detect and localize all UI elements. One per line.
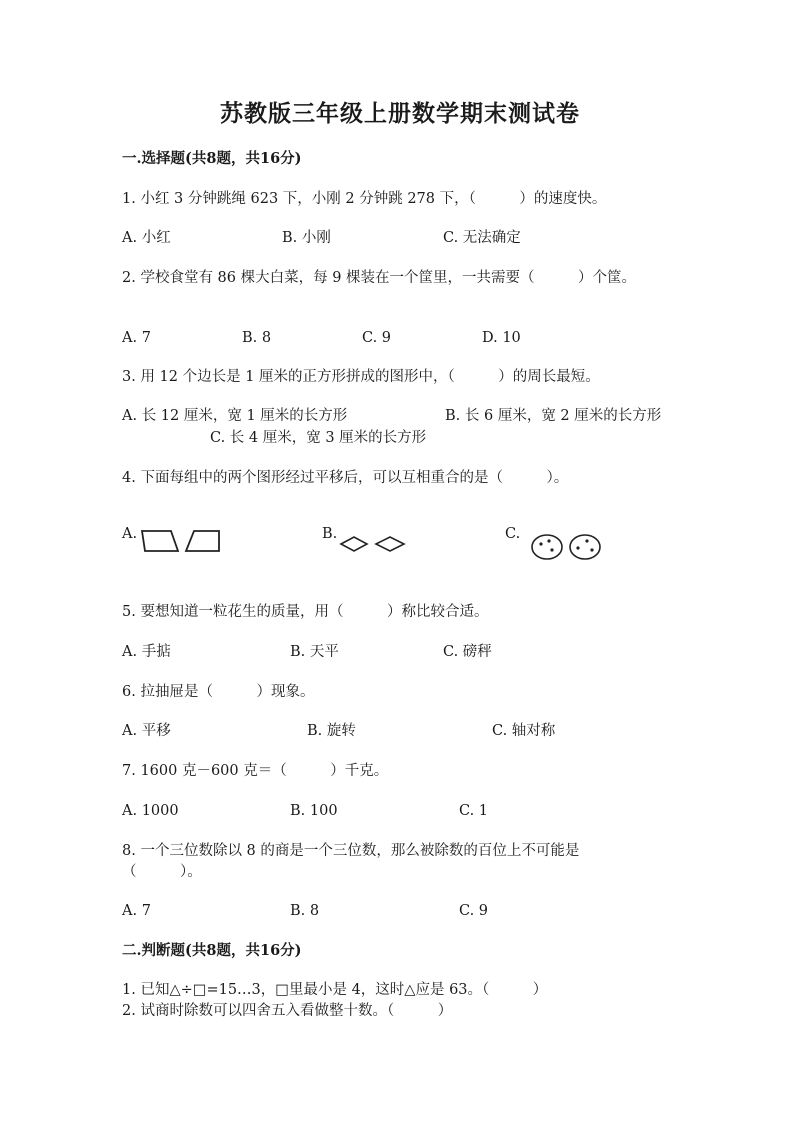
question-3-option-a: A. 长 12 厘米，宽 1 厘米的长方形 (122, 408, 348, 424)
question-6-stem: 6. 拉抽屉是（ ）现象。 (122, 684, 315, 700)
judgement-question-1: 1. 已知△÷□=15…3，□里最小是 4，这时△应是 63。（ ） (122, 982, 548, 998)
page-title: 苏教版三年级上册数学期末测试卷 (220, 100, 580, 127)
question-8-option-a: A. 7 (122, 903, 151, 919)
question-2-option-c: C. 9 (362, 330, 392, 346)
question-4-option-b-figure (339, 535, 407, 553)
judgement-question-2: 2. 试商时除数可以四舍五入看做整十数。（ ） (122, 1003, 453, 1019)
question-7-option-a: A. 1000 (122, 803, 179, 819)
question-4-option-c: C. (505, 526, 521, 542)
question-7-stem: 7. 1600 克－600 克＝（ ）千克。 (122, 763, 389, 779)
question-2-option-d: D. 10 (482, 330, 521, 346)
question-3-option-c: C. 长 4 厘米，宽 3 厘米的长方形 (210, 430, 427, 446)
question-8-stem-line1: 8. 一个三位数除以 8 的商是一个三位数，那么被除数的百位上不可能是 (122, 843, 580, 859)
question-2-option-a: A. 7 (122, 330, 151, 346)
question-4-option-b: B. (322, 526, 338, 542)
question-5-option-c: C. 磅秤 (443, 644, 492, 660)
question-1-option-a: A. 小红 (122, 230, 171, 246)
question-5-option-a: A. 手掂 (122, 644, 171, 660)
section-heading-choice: 一.选择题(共8题，共16分) (122, 150, 302, 167)
question-6-option-c: C. 轴对称 (492, 723, 556, 739)
question-1-option-c: C. 无法确定 (443, 230, 521, 246)
question-7-option-c: C. 1 (459, 803, 489, 819)
circle-dots-pair-icon (530, 533, 604, 561)
question-7-option-b: B. 100 (290, 803, 338, 819)
section-heading-judgement: 二.判断题(共8题，共16分) (122, 942, 302, 959)
question-3-option-b: B. 长 6 厘米，宽 2 厘米的长方形 (445, 408, 662, 424)
question-8-option-c: C. 9 (459, 903, 489, 919)
question-3-stem: 3. 用 12 个边长是 1 厘米的正方形拼成的图形中，（ ）的周长最短。 (122, 369, 600, 385)
question-4-option-c-figure (530, 533, 604, 561)
question-6-option-b: B. 旋转 (307, 723, 356, 739)
question-5-stem: 5. 要想知道一粒花生的质量，用（ ）称比较合适。 (122, 604, 489, 620)
question-2-stem: 2. 学校食堂有 86 棵大白菜，每 9 棵装在一个筐里，一共需要（ ）个筐。 (122, 270, 637, 286)
trapezoid-pair-icon (141, 530, 223, 554)
question-6-option-a: A. 平移 (122, 723, 171, 739)
question-4-option-a: A. (122, 526, 138, 542)
question-8-stem-line2: （ ）。 (122, 864, 202, 880)
question-4-stem: 4. 下面每组中的两个图形经过平移后，可以互相重合的是（ ）。 (122, 470, 569, 486)
question-4-option-a-figure (141, 530, 223, 554)
question-8-option-b: B. 8 (290, 903, 320, 919)
question-5-option-b: B. 天平 (290, 644, 339, 660)
question-2-option-b: B. 8 (242, 330, 272, 346)
question-1-option-b: B. 小刚 (282, 230, 331, 246)
question-1-stem: 1. 小红 3 分钟跳绳 623 下，小刚 2 分钟跳 278 下，（ ）的速度快。 (122, 191, 607, 207)
diamond-pair-icon (339, 535, 407, 553)
